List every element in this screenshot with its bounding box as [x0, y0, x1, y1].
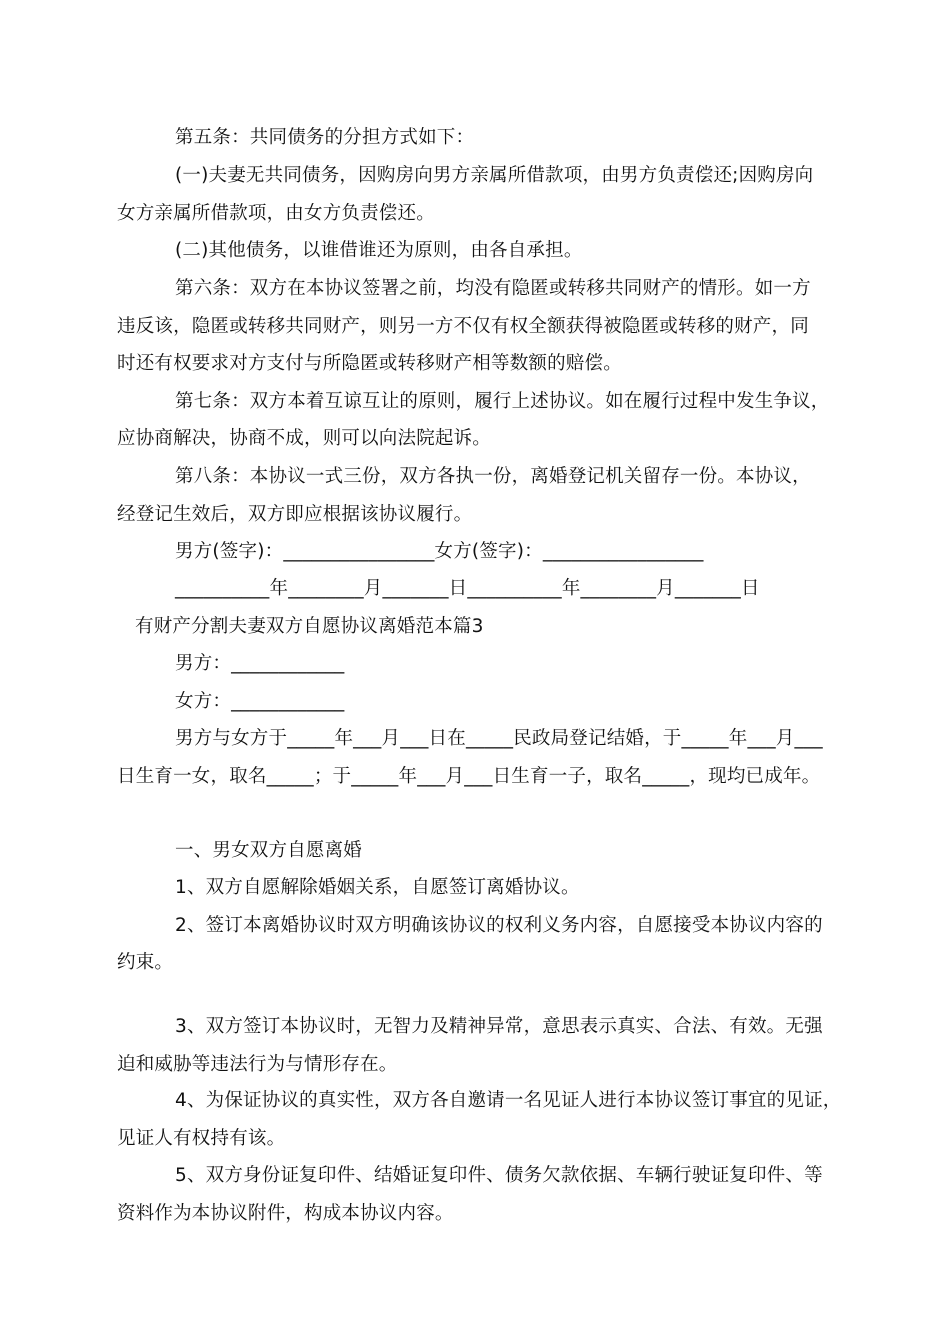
marriage-info-line-1: 男方与女方于_____年___月___日在_____民政局登记结婚，于_____年___月___ [175, 728, 823, 749]
male-party-field: 男方：____________ [175, 653, 345, 674]
date-line: __________年________月_______日__________年________月_______日 [175, 578, 760, 599]
item-5-line-2: 资料作为本协议附件，构成本协议内容。 [117, 1203, 454, 1224]
item-4-line-1: 4、为保证协议的真实性，双方各自邀请一名见证人进行本协议签订事宜的见证， [175, 1090, 842, 1111]
item-3-line-2: 迫和威胁等违法行为与情形存在。 [117, 1054, 398, 1075]
article-5-clause-1-line-1: (一)夫妻无共同债务，因购房向男方亲属所借款项，由男方负责偿还;因购房向 [175, 165, 814, 186]
article-5-clause-1-line-2: 女方亲属所借款项，由女方负责偿还。 [117, 203, 435, 224]
article-5-clause-2: (二)其他债务，以谁借谁还为原则，由各自承担。 [175, 240, 583, 261]
item-3-line-1: 3、双方签订本协议时，无智力及精神异常，意思表示真实、合法、有效。无强 [175, 1016, 823, 1037]
article-6-line-2: 违反该，隐匿或转移共同财产，则另一方不仅有权全额获得被隐匿或转移的财产，同 [117, 316, 809, 337]
item-4-line-2: 见证人有权持有该。 [117, 1128, 286, 1149]
marriage-info-line-2: 日生育一女，取名_____；于_____年___月___日生育一子，取名_____，现均已成年。 [117, 766, 821, 787]
article-5-heading: 第五条：共同债务的分担方式如下： [175, 127, 475, 148]
item-2-line-1: 2、签订本离婚协议时双方明确该协议的权利义务内容，自愿接受本协议内容的 [175, 915, 823, 936]
section-1-heading: 一、男女双方自愿离婚 [175, 840, 363, 861]
item-1: 1、双方自愿解除婚姻关系，自愿签订离婚协议。 [175, 877, 580, 898]
female-party-field: 女方：____________ [175, 691, 345, 712]
article-7-line-1: 第七条：双方本着互谅互让的原则，履行上述协议。如在履行过程中发生争议， [175, 391, 830, 412]
article-6-line-3: 时还有权要求对方支付与所隐匿或转移财产相等数额的赔偿。 [117, 353, 622, 374]
article-6-line-1: 第六条：双方在本协议签署之前，均没有隐匿或转移共同财产的情形。如一方 [175, 278, 811, 299]
signature-line: 男方(签字)：________________女方(签字)：_________________ [175, 541, 704, 562]
article-8-line-1: 第八条：本协议一式三份，双方各执一份，离婚登记机关留存一份。本协议， [175, 466, 811, 487]
item-5-line-1: 5、双方身份证复印件、结婚证复印件、债务欠款依据、车辆行驶证复印件、等 [175, 1165, 823, 1186]
section-title: 有财产分割夫妻双方自愿协议离婚范本篇3 [135, 616, 484, 637]
item-2-line-2: 约束。 [117, 952, 174, 973]
article-7-line-2: 应协商解决，协商不成，则可以向法院起诉。 [117, 428, 492, 449]
article-8-line-2: 经登记生效后，双方即应根据该协议履行。 [117, 504, 473, 525]
